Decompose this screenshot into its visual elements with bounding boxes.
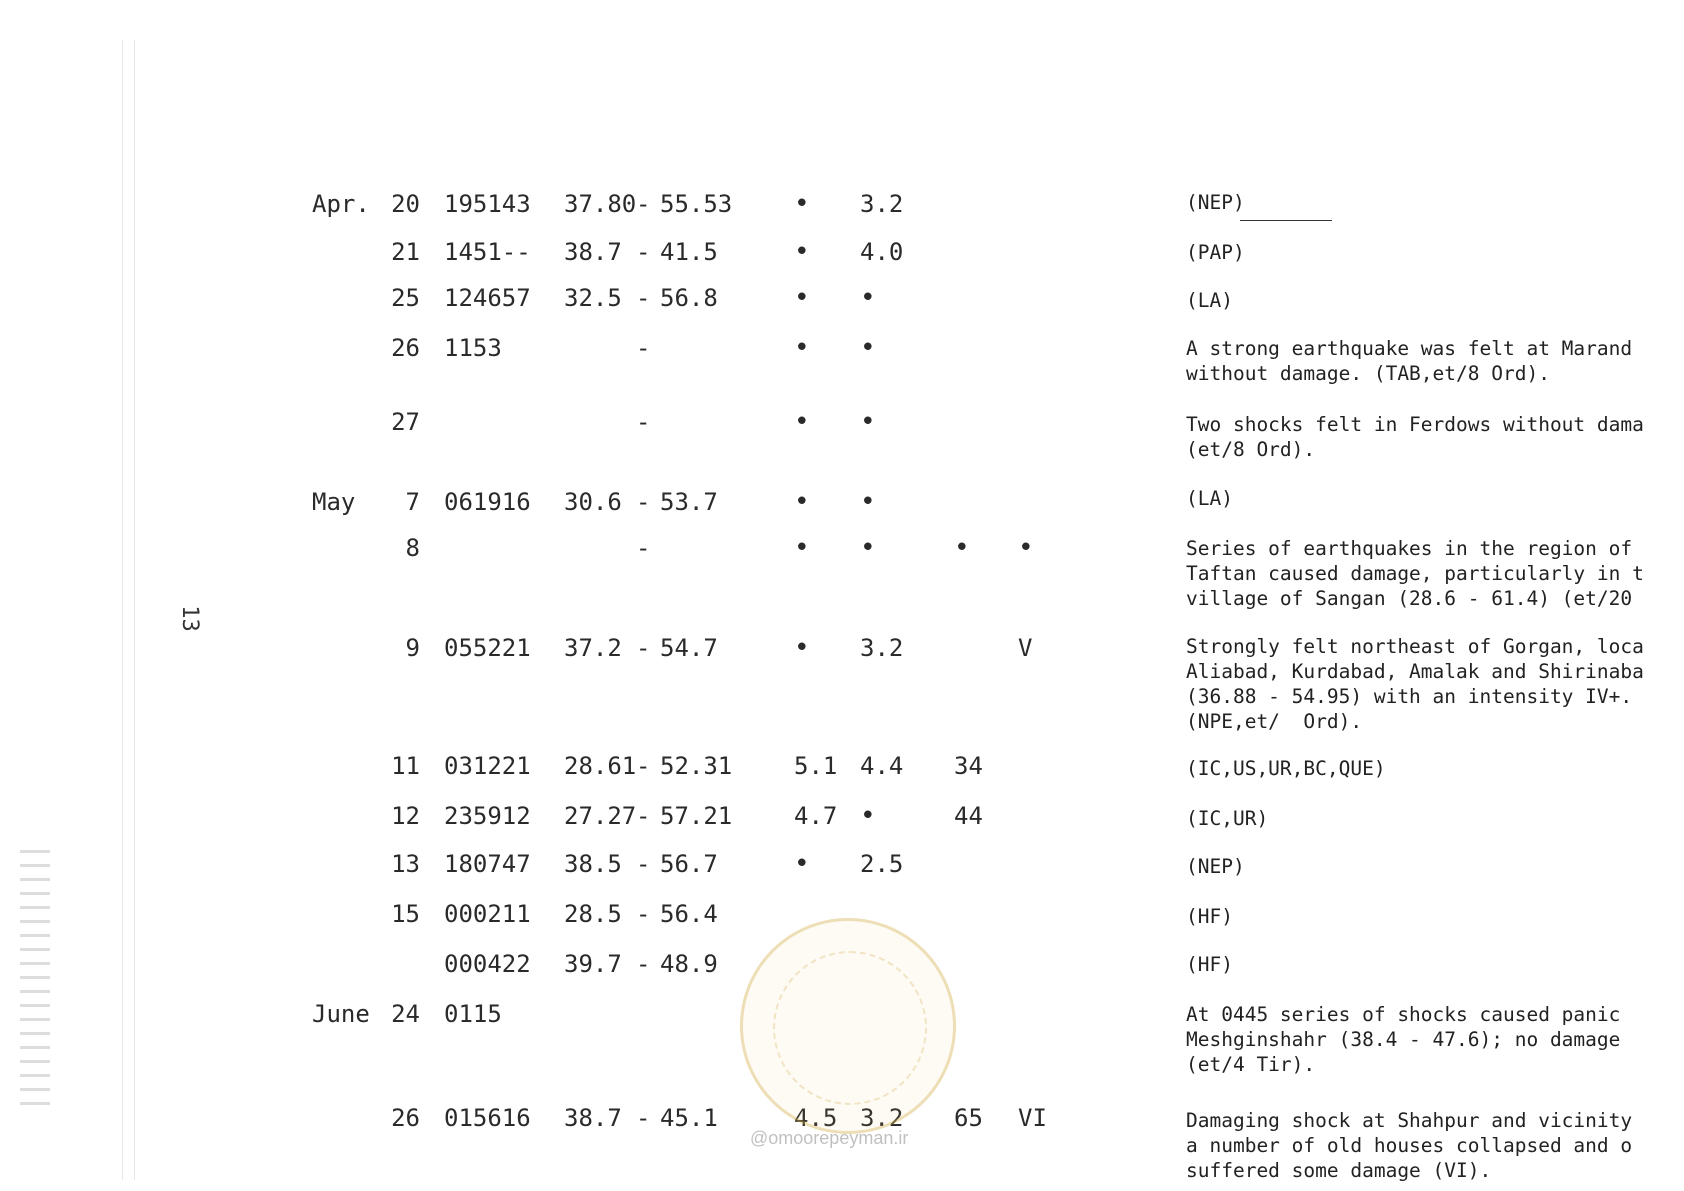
cell-depth: 65 — [954, 1104, 983, 1132]
cell-lat: 37.80 — [564, 190, 637, 218]
remark-text: (NEP) — [1186, 855, 1245, 878]
cell-day: 11 — [391, 752, 420, 780]
cell-ms: 4.0 — [860, 238, 904, 266]
table-row — [0, 634, 1120, 674]
remark-text: At 0445 series of shocks caused panic Meshginshahr (38.4 - 47.6); no damage (et/4 Tir). — [1186, 1003, 1621, 1076]
cell-mb: 4.5 — [794, 1104, 838, 1132]
cell-time: 000422 — [444, 950, 531, 978]
cell-dash: - — [636, 190, 651, 218]
remark-text: (LA) — [1186, 487, 1233, 510]
cell-day: 24 — [391, 1000, 420, 1028]
cell-ms: 3.2 — [860, 190, 904, 218]
cell-day: 12 — [391, 802, 420, 830]
cell-ms: • — [860, 407, 876, 437]
cell-mb: • — [794, 849, 810, 879]
cell-time: 061916 — [444, 488, 531, 516]
remark-text: (LA) — [1186, 289, 1233, 312]
cell-dash: - — [636, 238, 651, 266]
table-row — [0, 238, 1120, 278]
remark-text: (IC,UR) — [1186, 807, 1269, 830]
cell-day: 20 — [391, 190, 420, 218]
remark-text: Two shocks felt in Ferdows without dama (et/8 Ord). — [1186, 413, 1644, 461]
table-row — [0, 950, 1120, 990]
cell-lat: 27.27 — [564, 802, 637, 830]
cell-mb: • — [794, 333, 810, 363]
cell-lon: 54.7 — [660, 634, 718, 662]
cell-day: 26 — [391, 1104, 420, 1132]
cell-lat: 28.5 — [564, 900, 622, 928]
watermark-caption: @omoorepeyman.ir — [750, 1128, 909, 1148]
cell-dash: - — [636, 1104, 651, 1132]
remark-text: (IC,US,UR,BC,QUE) — [1186, 757, 1386, 780]
watermark-seal-inner — [773, 951, 927, 1105]
table-row — [0, 850, 1120, 890]
cell-depth: 34 — [954, 752, 983, 780]
cell-month: June — [312, 1000, 370, 1028]
cell-time: 055221 — [444, 634, 531, 662]
remark-text: Series of earthquakes in the region of Taftan caused damage, particularly in t village of Sangan (28.6 - 61.4) (et/20 — [1186, 537, 1644, 610]
cell-dash: - — [636, 634, 651, 662]
cell-time: 015616 — [444, 1104, 531, 1132]
cell-time: 000211 — [444, 900, 531, 928]
cell-ms: • — [860, 333, 876, 363]
cell-intensity: V — [1018, 634, 1033, 662]
cell-mb: • — [794, 633, 810, 663]
cell-mb: 4.7 — [794, 802, 838, 830]
cell-day: 27 — [391, 408, 420, 436]
cell-month: May — [312, 488, 356, 516]
remark-text: (HF) — [1186, 905, 1233, 928]
cell-day: 13 — [391, 850, 420, 878]
cell-time: 124657 — [444, 284, 531, 312]
cell-dash: - — [636, 900, 651, 928]
remark-text: Damaging shock at Shahpur and vicinity a number of old houses collapsed and o suffered some damage (VI). — [1186, 1109, 1633, 1182]
cell-lon: 48.9 — [660, 950, 718, 978]
cell-lon: 53.7 — [660, 488, 718, 516]
table-row — [0, 900, 1120, 940]
cell-time: 1153 — [444, 334, 502, 362]
remark-text: Strongly felt northeast of Gorgan, loca Aliabad, Kurdabad, Amalak and Shirinaba (36.88 - 54.95) with an intensity IV+. (NPE,et/ Ord). — [1186, 635, 1644, 733]
cell-lon: 56.7 — [660, 850, 718, 878]
cell-mb: • — [794, 237, 810, 267]
cell-day: 15 — [391, 900, 420, 928]
cell-mb: • — [794, 533, 810, 563]
cell-mb: • — [794, 407, 810, 437]
cell-dash: - — [636, 408, 651, 436]
cell-lon: 52.31 — [660, 752, 733, 780]
table-row — [0, 752, 1120, 792]
table-row — [0, 190, 1120, 230]
cell-day: 25 — [391, 284, 420, 312]
cell-lon: 56.8 — [660, 284, 718, 312]
cell-intensity: • — [1018, 533, 1034, 563]
cell-time: 235912 — [444, 802, 531, 830]
cell-time: 195143 — [444, 190, 531, 218]
cell-ms: • — [860, 487, 876, 517]
cell-ms: • — [860, 801, 876, 831]
cell-ms: 3.2 — [860, 1104, 904, 1132]
cell-day: 8 — [405, 534, 420, 562]
cell-lon: 57.21 — [660, 802, 733, 830]
cell-time: 180747 — [444, 850, 531, 878]
remark-text: (NEP) — [1186, 191, 1245, 214]
cell-lat: 30.6 — [564, 488, 622, 516]
cell-day: 26 — [391, 334, 420, 362]
cell-day: 21 — [391, 238, 420, 266]
cell-dash: - — [636, 950, 651, 978]
table-row — [0, 284, 1120, 324]
cell-dash: - — [636, 534, 651, 562]
underline — [1240, 220, 1332, 221]
cell-ms: 4.4 — [860, 752, 904, 780]
cell-dash: - — [636, 284, 651, 312]
cell-day: 7 — [405, 488, 420, 516]
watermark-seal-icon — [740, 918, 956, 1134]
cell-mb: 5.1 — [794, 752, 838, 780]
cell-dash: - — [636, 334, 651, 362]
cell-ms: 2.5 — [860, 850, 904, 878]
table-row — [0, 488, 1120, 528]
cell-day: 9 — [405, 634, 420, 662]
cell-ms: 3.2 — [860, 634, 904, 662]
remark-text: (PAP) — [1186, 241, 1245, 264]
remark-text: A strong earthquake was felt at Marand without damage. (TAB,et/8 Ord). — [1186, 337, 1633, 385]
cell-lat: 28.61 — [564, 752, 637, 780]
page-number: 13 — [176, 605, 202, 632]
cell-ms: • — [860, 283, 876, 313]
cell-dash: - — [636, 850, 651, 878]
cell-time: 0115 — [444, 1000, 502, 1028]
cell-lon: 55.53 — [660, 190, 733, 218]
cell-mb: • — [794, 487, 810, 517]
cell-mb: • — [794, 189, 810, 219]
cell-lon: 45.1 — [660, 1104, 718, 1132]
cell-dash: - — [636, 488, 651, 516]
cell-time: 1451-- — [444, 238, 531, 266]
cell-lat: 38.7 — [564, 238, 622, 266]
table-row — [0, 534, 1120, 574]
cell-intensity: VI — [1018, 1104, 1047, 1132]
cell-dash: - — [636, 802, 651, 830]
cell-month: Apr. — [312, 190, 370, 218]
cell-ms: • — [860, 533, 876, 563]
cell-lon: 41.5 — [660, 238, 718, 266]
table-row — [0, 408, 1120, 448]
cell-depth: • — [954, 533, 970, 563]
cell-time: 031221 — [444, 752, 531, 780]
cell-mb: • — [794, 283, 810, 313]
cell-lat: 39.7 — [564, 950, 622, 978]
remark-text: (HF) — [1186, 953, 1233, 976]
cell-dash: - — [636, 752, 651, 780]
table-row — [0, 334, 1120, 374]
table-row — [0, 1104, 1120, 1144]
cell-depth: 44 — [954, 802, 983, 830]
cell-lat: 32.5 — [564, 284, 622, 312]
cell-lat: 38.5 — [564, 850, 622, 878]
cell-lat: 38.7 — [564, 1104, 622, 1132]
cell-lon: 56.4 — [660, 900, 718, 928]
table-row — [0, 802, 1120, 842]
cell-lat: 37.2 — [564, 634, 622, 662]
